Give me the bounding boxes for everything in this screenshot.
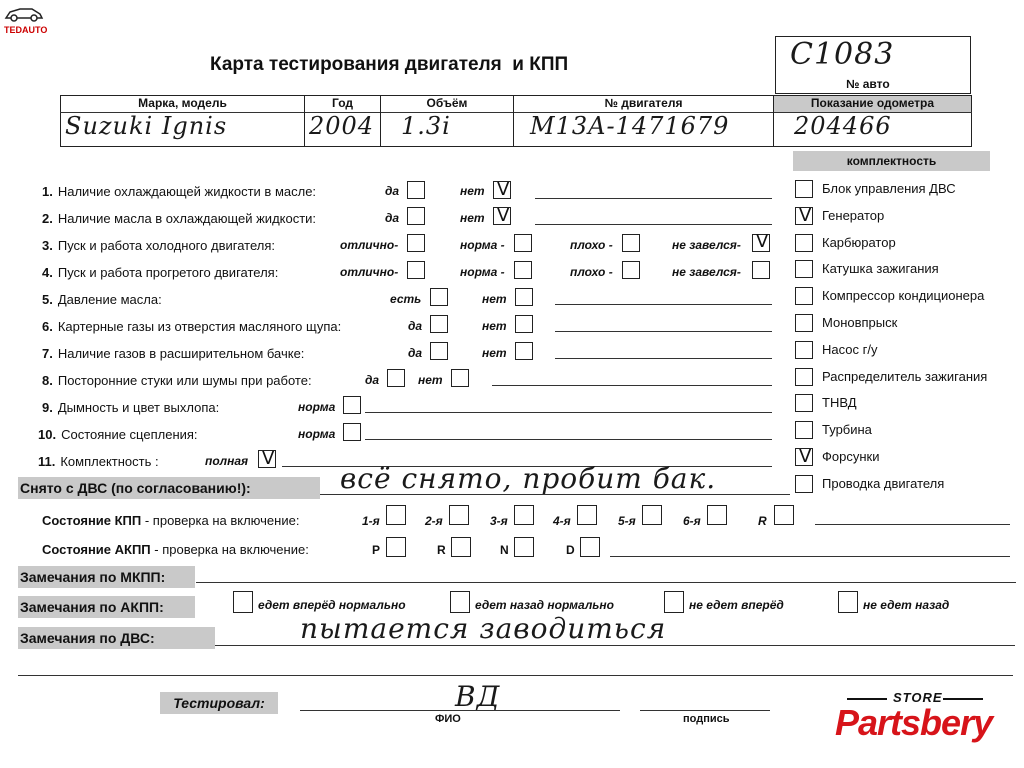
akpp-mode-box-2[interactable] xyxy=(514,537,534,557)
akpp-mode-label-0: P xyxy=(372,543,381,557)
question-text: Состояние сцепления: xyxy=(61,427,198,442)
q10-norm: норма xyxy=(298,427,336,441)
tested-signature: ВД xyxy=(455,680,501,713)
q4-normal-box[interactable] xyxy=(514,261,532,279)
q3-normal-box[interactable] xyxy=(514,234,532,252)
kit-box-6[interactable] xyxy=(795,341,813,359)
gear-box-6[interactable] xyxy=(774,505,794,525)
q8-no: нет xyxy=(418,373,443,387)
q7-no: нет xyxy=(482,346,507,360)
question-3 xyxy=(42,238,275,253)
akpp-check-box-1[interactable] xyxy=(450,591,470,613)
kit-box-3[interactable] xyxy=(795,260,813,278)
q3-nostart-check: V xyxy=(756,231,769,252)
q4-bad: плохо - xyxy=(570,265,613,279)
fio-label: ФИО xyxy=(435,713,461,725)
question-number: 1. xyxy=(42,184,53,199)
kit-check-10: V xyxy=(799,446,812,467)
q2-no-check: V xyxy=(497,205,510,226)
akpp-check-box-2[interactable] xyxy=(664,591,684,613)
brand-store-text: STORE xyxy=(893,690,943,705)
question-11 xyxy=(38,454,159,469)
auto-number-box xyxy=(775,36,971,94)
question-2 xyxy=(42,211,316,226)
q1-yes: да xyxy=(385,184,400,198)
val-volume: 1.3i xyxy=(381,112,514,146)
gear-label-2: 3-я xyxy=(490,514,508,528)
dvs-notes-label: Замечания по ДВС: xyxy=(18,627,215,649)
gear-box-4[interactable] xyxy=(642,505,662,525)
q11-full-check: V xyxy=(262,448,275,469)
brand-name-text: Partsbery xyxy=(835,702,993,743)
question-number: 11. xyxy=(38,454,56,469)
tedauto-text: TEDAUTO xyxy=(4,25,48,35)
question-5 xyxy=(42,292,162,307)
col-engine-no: № двигателя xyxy=(514,96,774,112)
q6-yes: да xyxy=(408,319,423,333)
kit-label-4: Компрессор кондиционера xyxy=(822,288,985,304)
q4-normal: норма - xyxy=(460,265,505,279)
kit-label-10: Форсунки xyxy=(822,449,880,464)
akpp-check-label-0: едет вперёд нормально xyxy=(258,598,406,612)
kit-box-0[interactable] xyxy=(795,180,813,198)
akpp-mode-label-2: N xyxy=(500,543,509,557)
akpp-check-box-0[interactable] xyxy=(233,591,253,613)
question-number: 4. xyxy=(42,265,53,280)
akpp-check-label-3: не едет назад xyxy=(863,598,950,612)
q6-no: нет xyxy=(482,319,507,333)
gear-label-5: 6-я xyxy=(683,514,701,528)
kit-box-8[interactable] xyxy=(795,394,813,412)
val-model: Suzuki Ignis xyxy=(61,112,305,146)
kit-box-2[interactable] xyxy=(795,234,813,252)
question-text: Посторонние стуки или шумы при работе: xyxy=(57,373,312,388)
q5-no: нет xyxy=(482,292,507,306)
q4-excellent: отлично- xyxy=(340,265,399,279)
q3-bad-box[interactable] xyxy=(622,234,640,252)
q9-norm-box[interactable] xyxy=(343,396,361,414)
q8-yes-box[interactable] xyxy=(387,369,405,387)
gear-box-2[interactable] xyxy=(514,505,534,525)
gear-box-3[interactable] xyxy=(577,505,597,525)
gear-box-0[interactable] xyxy=(386,505,406,525)
q3-normal: норма - xyxy=(460,238,505,252)
question-7 xyxy=(42,346,304,361)
akpp-check-label-2: не едет вперёд xyxy=(689,598,784,612)
col-odometer: Показание одометра xyxy=(774,96,971,112)
q4-excellent-box[interactable] xyxy=(407,261,425,279)
partsbery-logo xyxy=(835,690,1015,750)
question-text: Давление масла: xyxy=(57,292,162,307)
q9-norm: норма xyxy=(298,400,336,414)
q4-nostart: не завелся- xyxy=(672,265,741,279)
q2-yes-box[interactable] xyxy=(407,207,425,225)
kit-label-3: Катушка зажигания xyxy=(822,261,939,277)
question-text: Пуск и работа холодного двигателя: xyxy=(57,238,275,253)
dvs-notes-text: пытается заводиться xyxy=(300,612,667,645)
kit-label-2: Карбюратор xyxy=(822,234,896,250)
tedauto-logo xyxy=(4,6,48,35)
kit-label-0: Блок управления ДВС xyxy=(822,181,956,196)
kit-box-4[interactable] xyxy=(795,287,813,305)
gear-label-6: R xyxy=(758,514,767,528)
question-9 xyxy=(42,400,219,415)
col-model: Марка, модель xyxy=(61,96,305,112)
question-6 xyxy=(42,319,341,334)
gear-box-5[interactable] xyxy=(707,505,727,525)
val-odometer: 204466 xyxy=(794,112,892,140)
akpp-check-label-1: едет назад нормально xyxy=(475,598,615,612)
kpp-rest: - проверка на включение: xyxy=(141,513,300,528)
val-year: 2004 xyxy=(305,112,381,146)
akpp-rest: - проверка на включение: xyxy=(150,542,309,557)
q5-present: есть xyxy=(390,292,422,306)
gear-label-1: 2-я xyxy=(425,514,443,528)
question-text: Пуск и работа прогретого двигателя: xyxy=(57,265,279,280)
kit-label-5: Моновпрыск xyxy=(822,315,898,330)
q3-excellent-box[interactable] xyxy=(407,234,425,252)
gear-label-0: 1-я xyxy=(362,514,380,528)
question-number: 10. xyxy=(38,427,57,442)
q1-no: нет xyxy=(460,184,485,198)
car-icon xyxy=(4,6,44,22)
akpp-mode-box-1[interactable] xyxy=(451,537,471,557)
question-number: 6. xyxy=(42,319,53,334)
question-number: 5. xyxy=(42,292,53,307)
kit-box-9[interactable] xyxy=(795,421,813,439)
akpp-check-box-3[interactable] xyxy=(838,591,858,613)
val-engine-no: M13A-1471679 xyxy=(514,112,774,146)
q7-yes-box[interactable] xyxy=(430,342,448,360)
kit-label-7: Распределитель зажигания xyxy=(822,368,988,384)
auto-number-label: № авто xyxy=(846,77,890,91)
question-text: Комплектность : xyxy=(60,454,159,469)
question-text: Наличие охлаждающей жидкости в масле: xyxy=(57,184,317,199)
q7-yes: да xyxy=(408,346,423,360)
q7-no-box[interactable] xyxy=(515,342,533,360)
q11-full: полная xyxy=(205,454,249,468)
akpp-mode-label-1: R xyxy=(437,543,446,557)
gear-label-3: 4-я xyxy=(553,514,571,528)
question-1 xyxy=(42,184,316,199)
question-text: Наличие газов в расширительном бачке: xyxy=(57,346,305,361)
kit-label-9: Турбина xyxy=(822,422,872,438)
q4-nostart-box[interactable] xyxy=(752,261,770,279)
q5-no-box[interactable] xyxy=(515,288,533,306)
auto-number-value: C1083 xyxy=(790,37,895,72)
mkpp-notes-label: Замечания по МКПП: xyxy=(18,566,195,588)
page-title: Карта тестирования двигателя и КПП xyxy=(210,54,569,75)
kit-label-11: Проводка двигателя xyxy=(822,475,945,491)
col-volume: Объём xyxy=(381,96,514,112)
akpp-mode-box-0[interactable] xyxy=(386,537,406,557)
q3-bad: плохо - xyxy=(570,238,613,252)
kit-box-11[interactable] xyxy=(795,475,813,493)
kit-label-8: ТНВД xyxy=(822,395,857,411)
akpp-notes-label: Замечания по АКПП: xyxy=(18,596,195,618)
akpp-label: Состояние АКПП xyxy=(42,542,151,557)
question-number: 2. xyxy=(42,211,53,226)
q3-nostart: не завелся- xyxy=(672,238,741,252)
q2-no: нет xyxy=(460,211,485,225)
q10-norm-box[interactable] xyxy=(343,423,361,441)
q6-yes-box[interactable] xyxy=(430,315,448,333)
akpp-mode-label-3: D xyxy=(566,543,575,557)
question-number: 3. xyxy=(42,238,53,253)
akpp-mode-box-3[interactable] xyxy=(580,537,600,557)
question-number: 8. xyxy=(42,373,53,388)
gear-label-4: 5-я xyxy=(618,514,636,528)
kit-check-1: V xyxy=(799,204,812,226)
kit-title: комплектность xyxy=(793,151,990,171)
q6-no-box[interactable] xyxy=(515,315,533,333)
q5-present-box[interactable] xyxy=(430,288,448,306)
question-text: Наличие масла в охлаждающей жидкости: xyxy=(57,211,317,226)
akpp-row xyxy=(42,542,309,557)
kit-box-7[interactable] xyxy=(795,368,813,386)
q3-excellent: отлично- xyxy=(340,238,399,252)
removed-label: Снято с ДВС (по согласованию!): xyxy=(18,477,320,499)
kpp-label: Состояние КПП xyxy=(42,513,142,528)
signature-label: подпись xyxy=(683,713,730,725)
gear-box-1[interactable] xyxy=(449,505,469,525)
q8-yes: да xyxy=(365,373,380,387)
q2-yes: да xyxy=(385,211,400,225)
q1-yes-box[interactable] xyxy=(407,181,425,199)
q8-no-box[interactable] xyxy=(451,369,469,387)
question-text: Картерные газы из отверстия масляного щупа: xyxy=(57,319,342,334)
kit-label-6: Насос г/у xyxy=(822,341,878,357)
tested-label: Тестировал: xyxy=(160,692,278,714)
kit-label-1: Генератор xyxy=(822,207,885,223)
question-text: Дымность и цвет выхлопа: xyxy=(57,400,220,415)
question-number: 7. xyxy=(42,346,53,361)
question-10 xyxy=(38,427,198,442)
question-8 xyxy=(42,373,312,388)
question-4 xyxy=(42,265,278,280)
col-year: Год xyxy=(305,96,381,112)
kpp-row xyxy=(42,513,299,528)
q4-bad-box[interactable] xyxy=(622,261,640,279)
question-number: 9. xyxy=(42,400,53,415)
q1-no-check: V xyxy=(497,179,510,200)
kit-box-5[interactable] xyxy=(795,314,813,332)
removed-text: всё снято, пробит бак. xyxy=(340,462,717,495)
